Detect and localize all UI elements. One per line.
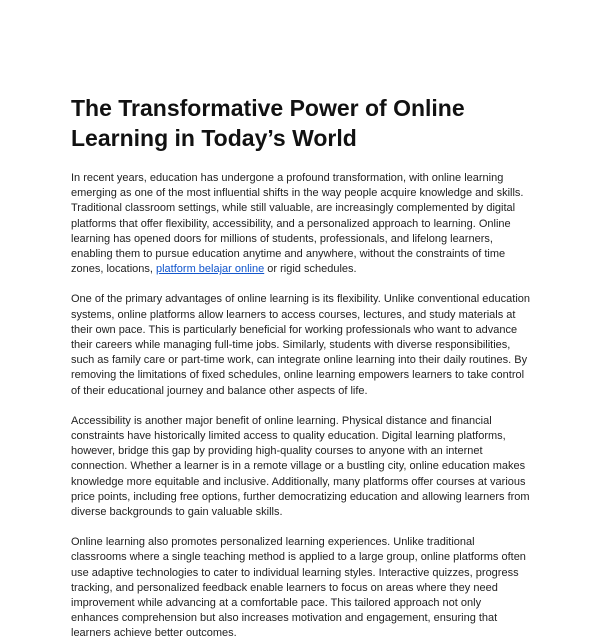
document-title: The Transformative Power of Online Learning in Today’s World [71, 95, 465, 151]
document-body [71, 93, 531, 642]
paragraph-intro-text: In recent years, education has undergone a profound transformation, with online learning emerging as one of the most influential shifts in the way people acquire knowledge and skills. Traditional classroom settings, while still valuable, are increasingly complemented by digital platforms that offer flexibility, accessibility, and a personalized approach to learning. Online learning has opened doors for millions of students, professionals, and lifelong learners, enabling them to pursue education anytime and anywhere, without the constraints of time zones, locations, [71, 172, 524, 276]
paragraph-intro [71, 171, 531, 277]
paragraph-personalized-learning: Online learning also promotes personalized learning experiences. Unlike traditional classrooms where a single teaching method is applied to a large group, online platforms often use adaptive technologies to cater to individual learning styles. Interactive quizzes, progress tracking, and personalized feedback enable learners to focus on areas where they need improvement while advancing at a comfortable pace. This tailored approach not only enhances comprehension but also increases motivation and engagement, ensuring that learners achieve better outcomes. [71, 536, 526, 640]
paragraph-flexibility: One of the primary advantages of online learning is its flexibility. Unlike conventional education systems, online platforms allow learners to access courses, lectures, and study materials at their own pace. This is particularly beneficial for working professionals who want to advance their careers while managing full-time jobs. Similarly, students with diverse responsibilities, such as family care or part-time work, can integrate online learning into their daily routines. By removing the limitations of fixed schedules, online learning empowers learners to take control of their educational journey and balance other aspects of life. [71, 293, 530, 397]
paragraph-accessibility: Accessibility is another major benefit of online learning. Physical distance and financial constraints have historically limited access to quality education. Digital learning platforms, however, bridge this gap by providing high-quality courses to anyone with an internet connection. Whether a learner is in a remote village or a bustling city, online education makes knowledge more equitable and inclusive. Additionally, many platforms offer courses at various price points, including free options, further democratizing education and allowing learners from diverse backgrounds to gain valuable skills. [71, 414, 530, 519]
paragraph-intro-text-end: or rigid schedules. [264, 263, 357, 276]
platform-belajar-online-link[interactable]: platform belajar online [156, 263, 265, 276]
